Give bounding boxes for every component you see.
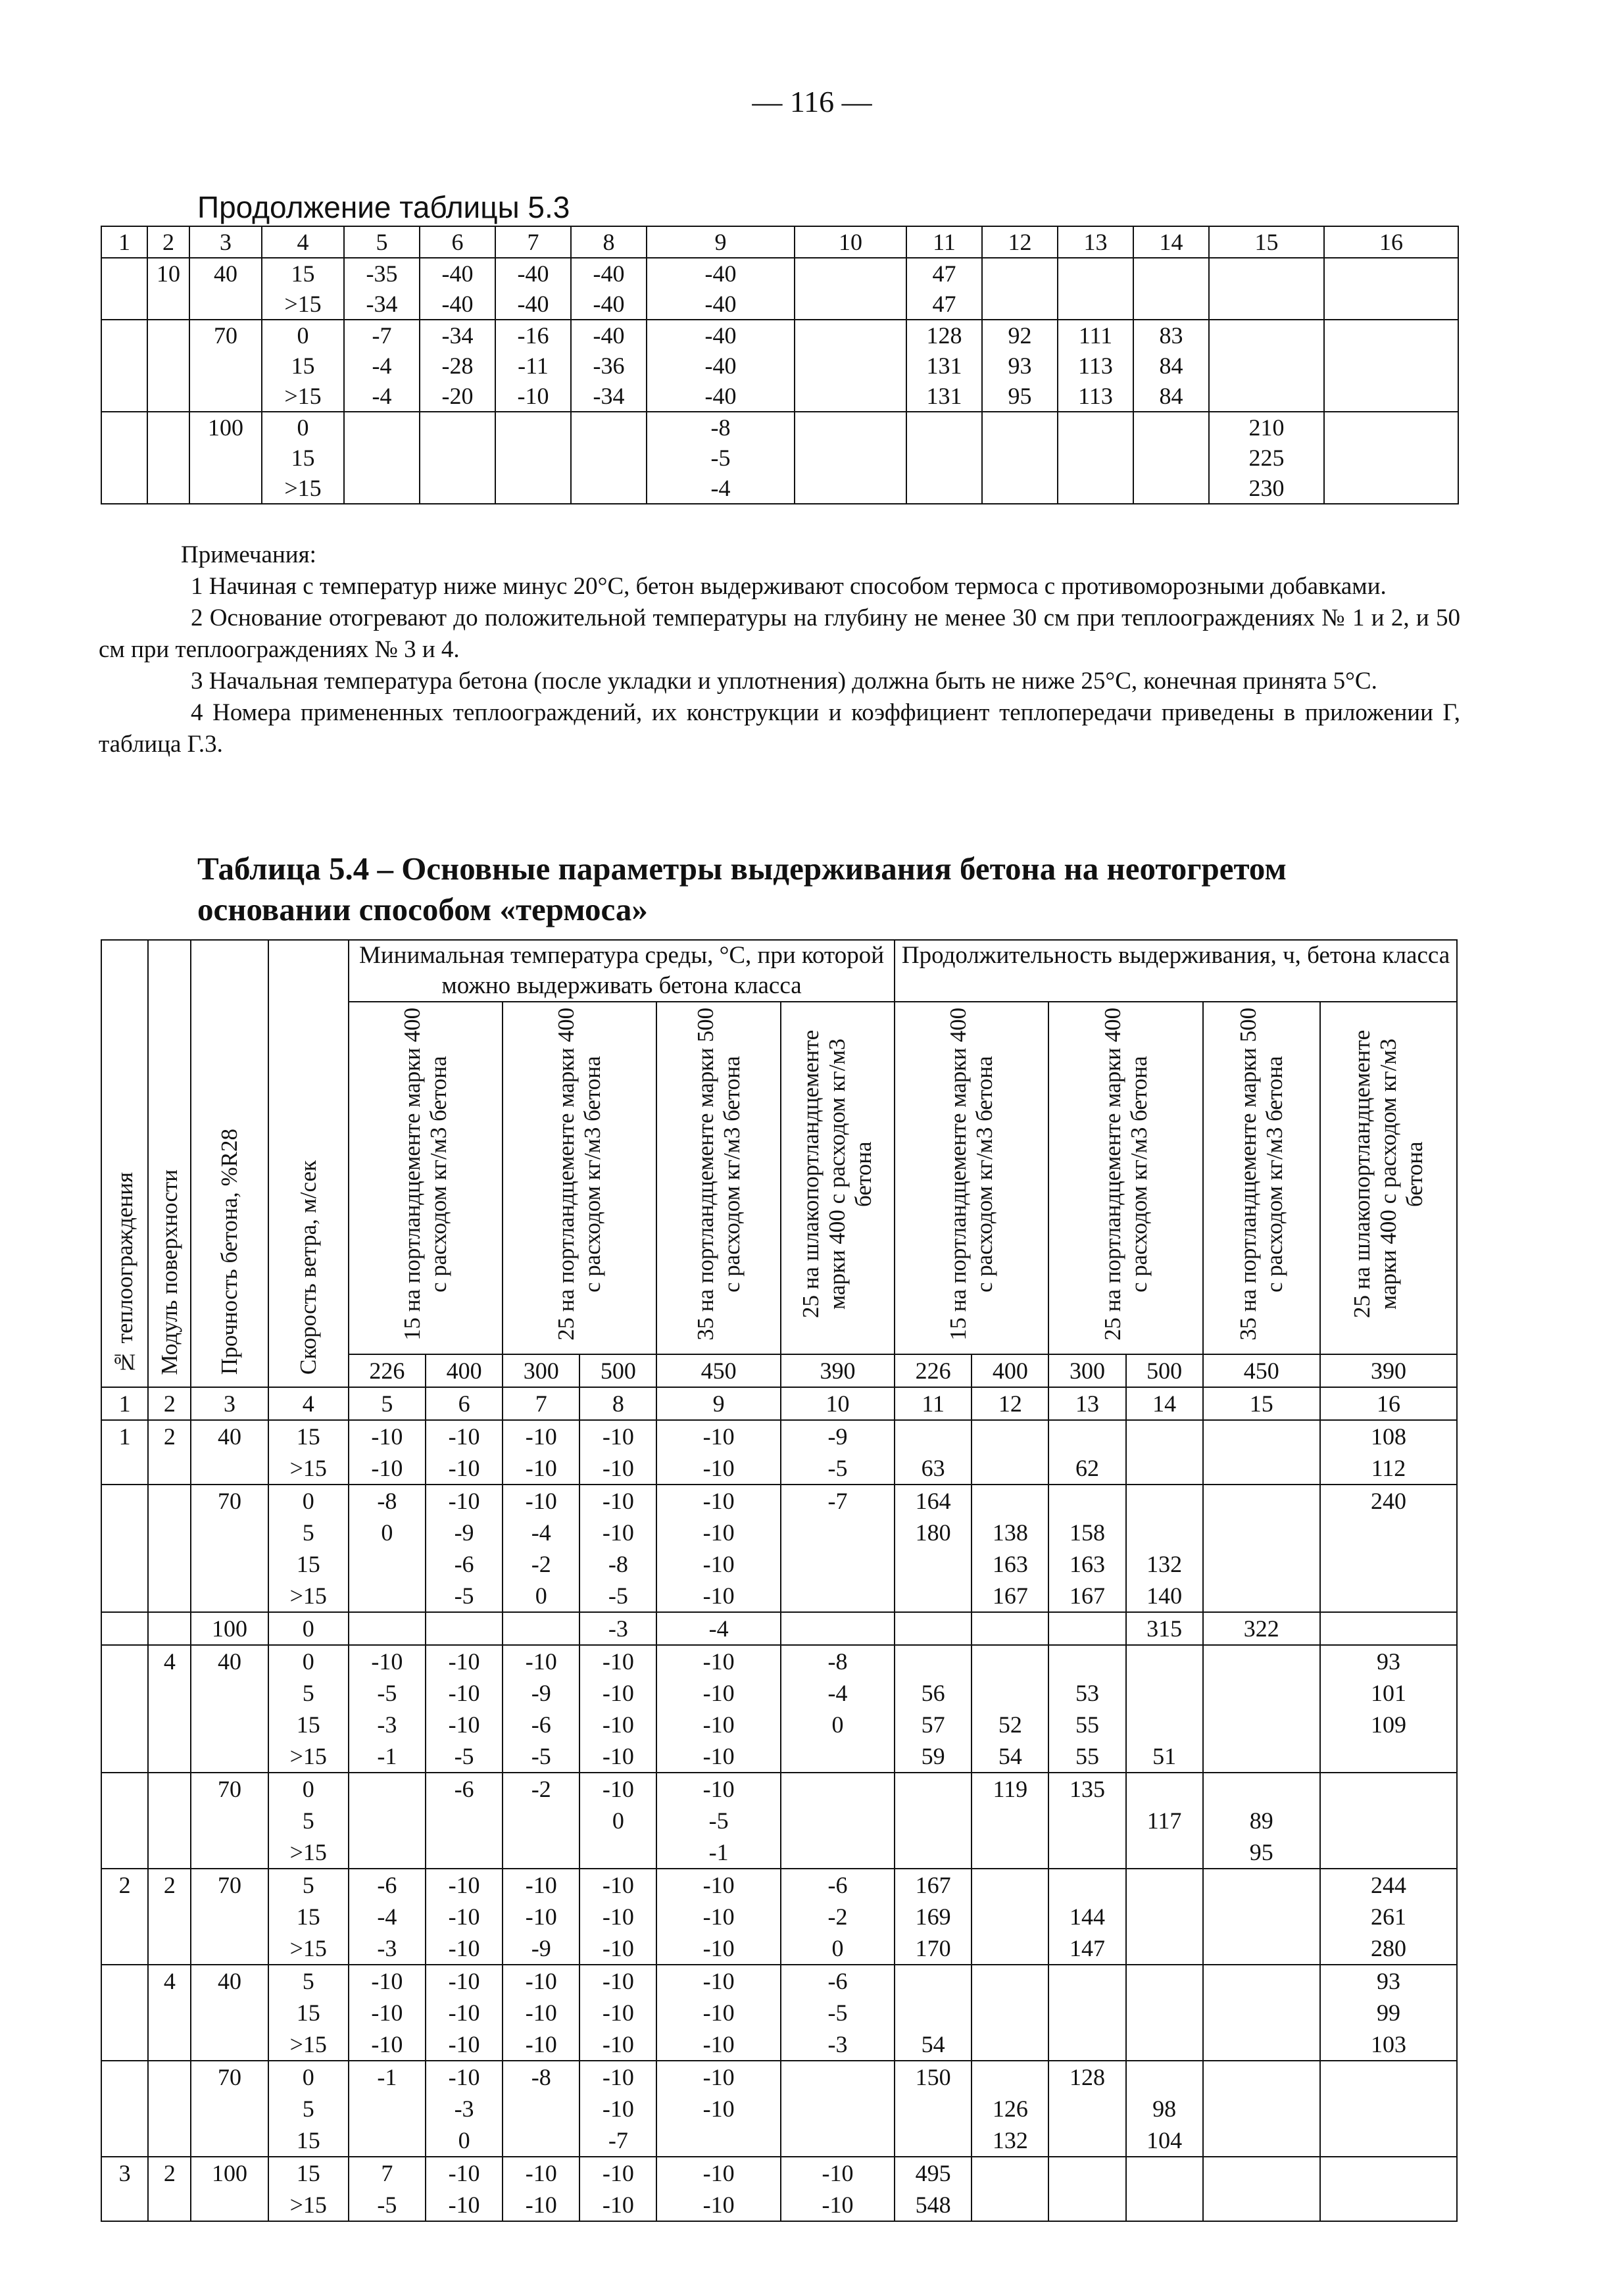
table-cell: 390 — [781, 1354, 895, 1387]
table-cell: -40 -40 — [571, 258, 647, 320]
table-cell — [101, 412, 147, 504]
table-cell: 135 — [1048, 1773, 1125, 1869]
table-cell — [1209, 320, 1324, 412]
table-cell — [1058, 412, 1133, 504]
table-cell — [982, 258, 1058, 320]
table-cell: 15 >15 — [268, 1420, 349, 1485]
table-cell — [972, 1965, 1048, 2061]
table-cell — [795, 320, 906, 412]
table-cell: 450 — [1203, 1354, 1320, 1387]
table-cell: 5 15 >15 — [268, 1869, 349, 1965]
table-cell: -6 -5 -3 — [781, 1965, 895, 2061]
table-cell: 1 — [101, 1387, 148, 1420]
note-item: 3 Начальная температура бетона (после укладки и уплотнения) должна быть не ниже 25°С, конечная принята 5°С. — [191, 668, 1377, 695]
table-cell: 10 — [781, 1387, 895, 1420]
table-cell — [148, 1485, 191, 1612]
table-cell: 2 — [148, 1387, 191, 1420]
table-cell: 7 — [495, 226, 571, 258]
table-cell — [1320, 2157, 1457, 2221]
table-cell: -4 — [656, 1612, 780, 1645]
table-cell — [972, 1420, 1048, 1485]
table-cell: 40 — [189, 258, 262, 320]
header-cell: 35 на портландцементе марки 500 с расходом кг/м3 бетона — [656, 1002, 780, 1354]
table-cell: -10 -10 -10 — [503, 1965, 579, 2061]
table-cell — [1203, 1869, 1320, 1965]
table-cell — [982, 412, 1058, 504]
table-cell: 128 — [1048, 2061, 1125, 2157]
table-cell — [147, 320, 189, 412]
header-cell: 25 на шлакопортландцементе марки 400 с расходом кг/м3 бетона — [1320, 1002, 1457, 1354]
table-cell — [349, 1773, 426, 1869]
table-cell: 0 5 15 >15 — [268, 1485, 349, 1612]
table-cell: 14 — [1126, 1387, 1203, 1420]
table-cell — [1320, 2061, 1457, 2157]
table-cell — [101, 320, 147, 412]
table-5-4 — [101, 939, 1458, 2222]
table-cell — [781, 1612, 895, 1645]
table-cell: -10 -10 -7 — [579, 2061, 656, 2157]
table-cell: 40 — [191, 1645, 268, 1773]
table-cell: 100 — [191, 1612, 268, 1645]
table-cell: -10 -9 -6 -5 — [503, 1645, 579, 1773]
table-cell: 3 — [191, 1387, 268, 1420]
table-cell: 16 — [1320, 1387, 1457, 1420]
table-cell — [1209, 258, 1324, 320]
table-cell: -10 -5 -1 — [656, 1773, 780, 1869]
table-cell: 15 — [1209, 226, 1324, 258]
table-cell: 8 — [571, 226, 647, 258]
table-cell: -40 -40 — [647, 258, 795, 320]
table-cell: -10 -10 -10 — [656, 1869, 780, 1965]
table-cell — [495, 412, 571, 504]
table-cell — [1126, 1965, 1203, 2061]
table-cell: 62 — [1048, 1420, 1125, 1485]
table-cell — [1048, 1612, 1125, 1645]
table-cell: 54 — [895, 1965, 972, 2061]
table-cell — [1133, 258, 1209, 320]
table-cell: 0 5 15 >15 — [268, 1645, 349, 1773]
table-cell: 4 — [268, 1387, 349, 1420]
table-cell: -10 -10 — [781, 2157, 895, 2221]
table-cell: 0 15 >15 — [262, 412, 344, 504]
table-cell: 5 — [349, 1387, 426, 1420]
table-cell: -40 -40 — [420, 258, 495, 320]
table-cell: -10 -10 — [426, 1420, 503, 1485]
table-cell — [503, 1612, 579, 1645]
table-cell: 111 113 113 — [1058, 320, 1133, 412]
table-cell: 92 93 95 — [982, 320, 1058, 412]
table-cell — [895, 1773, 972, 1869]
table-cell — [1203, 1485, 1320, 1612]
table-cell — [1203, 1645, 1320, 1773]
table-cell: -10 -10 -10 — [426, 1869, 503, 1965]
table-cell: -10 -10 — [426, 2157, 503, 2221]
table-cell: -10 -10 -10 — [656, 1965, 780, 2061]
header-group-cell: Минимальная температура среды, °С, при которой можно выдерживать бетона класса — [349, 940, 895, 1002]
table-cell — [101, 1612, 148, 1645]
table-cell — [895, 1612, 972, 1645]
table-cell: 128 131 131 — [906, 320, 982, 412]
table-cell: -10 -10 -10 -10 — [656, 1485, 780, 1612]
table-cell: 108 112 — [1320, 1420, 1457, 1485]
table-cell: 4 — [148, 1965, 191, 2061]
header-cell: Модуль поверхности — [148, 940, 191, 1387]
table-cell: -6 -2 0 — [781, 1869, 895, 1965]
table-cell: 500 — [579, 1354, 656, 1387]
table-cell: 15 — [1203, 1387, 1320, 1420]
table-cell: 70 — [189, 320, 262, 412]
table-cell: 2 — [101, 1869, 148, 1965]
table-cell — [148, 1612, 191, 1645]
note-item: 2 Основание отогревают до положительной температуры на глубину не менее 30 см при теплоограждениях № 1 и 2, и 50 см при теплоограждениях № 3 и 4. — [99, 604, 1460, 663]
header-cell: № теплоограждения — [101, 940, 148, 1387]
table-cell — [148, 2061, 191, 2157]
table-cell: 167 169 170 — [895, 1869, 972, 1965]
table-row — [101, 1773, 1457, 1869]
table-cell: -40 -36 -34 — [571, 320, 647, 412]
table-cell — [781, 1773, 895, 1869]
table-cell: 93 101 109 — [1320, 1645, 1457, 1773]
table-cell: -8 -5 -4 — [647, 412, 795, 504]
table-cell: 98 104 — [1126, 2061, 1203, 2157]
table-cell: 40 — [191, 1965, 268, 2061]
table-row — [101, 1645, 1457, 1773]
table-cell: 138 163 167 — [972, 1485, 1048, 1612]
table-cell: -35 -34 — [344, 258, 420, 320]
table-cell: -6 -4 -3 — [349, 1869, 426, 1965]
table-cell — [101, 258, 147, 320]
table-cell — [1320, 1773, 1457, 1869]
table-cell: -10 -5 -3 -1 — [349, 1645, 426, 1773]
table-cell: 315 — [1126, 1612, 1203, 1645]
table-cell: -10 -10 -10 — [426, 1965, 503, 2061]
table-row — [101, 1965, 1457, 2061]
table-cell — [1126, 2157, 1203, 2221]
table-cell: -10 -10 -10 — [579, 1965, 656, 2061]
table-cell — [420, 412, 495, 504]
table-cell: 5 — [344, 226, 420, 258]
table-cell: 117 — [1126, 1773, 1203, 1869]
table-cell — [1048, 1965, 1125, 2061]
table-row — [101, 320, 1458, 412]
table-cell: 12 — [982, 226, 1058, 258]
table-cell: -16 -11 -10 — [495, 320, 571, 412]
table-cell: -10 -10 — [656, 1420, 780, 1485]
table-cell: 450 — [656, 1354, 780, 1387]
notes-heading: Примечания: — [181, 541, 316, 568]
table-cell: 10 — [795, 226, 906, 258]
table-cell: 83 84 84 — [1133, 320, 1209, 412]
table-cell: -10 -10 -10 — [579, 1869, 656, 1965]
table-cell: 322 — [1203, 1612, 1320, 1645]
table-cell: 89 95 — [1203, 1773, 1320, 1869]
table-cell: 6 — [420, 226, 495, 258]
table-cell — [1126, 1420, 1203, 1485]
table-cell: 47 47 — [906, 258, 982, 320]
table-cell — [1203, 1965, 1320, 2061]
table-cell — [1203, 1420, 1320, 1485]
table-cell: 11 — [895, 1387, 972, 1420]
table-cell: 158 163 167 — [1048, 1485, 1125, 1612]
table-cell: 164 180 — [895, 1485, 972, 1612]
header-cell: 25 на шлакопортландцементе марки 400 с расходом кг/м3 бетона — [781, 1002, 895, 1354]
table-cell: 9 — [647, 226, 795, 258]
table-cell: 2 — [148, 2157, 191, 2221]
table-header-group-row — [101, 940, 1457, 1002]
table-cell: 119 — [972, 1773, 1048, 1869]
table-cell: 2 — [147, 226, 189, 258]
table-cell: -8 — [503, 2061, 579, 2157]
table-cell: 70 — [191, 1869, 268, 1965]
table-cell: 226 — [895, 1354, 972, 1387]
table-cell: 132 140 — [1126, 1485, 1203, 1612]
table-cell — [906, 412, 982, 504]
table-cell: 126 132 — [972, 2061, 1048, 2157]
table-cell: -10 -10 — [349, 1420, 426, 1485]
table-cell: -10 -10 -10 -10 — [579, 1645, 656, 1773]
table-cell — [344, 412, 420, 504]
table-cell: -10 -10 — [503, 1420, 579, 1485]
table-cell — [972, 1612, 1048, 1645]
header-cell: 25 на портландцементе марки 400 с расходом кг/м3 бетона — [503, 1002, 656, 1354]
table-cell: 0 15 >15 — [262, 320, 344, 412]
table-cell: -1 — [349, 2061, 426, 2157]
table-cell: 300 — [1048, 1354, 1125, 1387]
table-cell: 3 — [189, 226, 262, 258]
table-cell — [1324, 412, 1458, 504]
table-cell: -10 -10 -10 -10 — [656, 1645, 780, 1773]
table-cell: 9 — [656, 1387, 780, 1420]
table-cell: 0 5 >15 — [268, 1773, 349, 1869]
table-cell: 100 — [189, 412, 262, 504]
header-cell: Прочность бетона, %R28 — [191, 940, 268, 1387]
table-cell: -10 -10 — [503, 2157, 579, 2221]
table-cell: 226 — [349, 1354, 426, 1387]
table-cell — [101, 1773, 148, 1869]
table-cell: 300 — [503, 1354, 579, 1387]
table-row — [101, 258, 1458, 320]
table-cell — [101, 1645, 148, 1773]
table-cell: -10 0 — [579, 1773, 656, 1869]
header-cell: 35 на портландцементе марки 500 с расходом кг/м3 бетона — [1203, 1002, 1320, 1354]
table-5-3-continuation-title: Продолжение таблицы 5.3 — [197, 190, 570, 224]
table-row — [101, 2061, 1457, 2157]
table-row — [101, 412, 1458, 504]
table-cell — [349, 1612, 426, 1645]
table-cell — [1203, 2061, 1320, 2157]
table-cell: -3 — [579, 1612, 656, 1645]
table-cell — [571, 412, 647, 504]
table-cell — [1203, 2157, 1320, 2221]
table-cell: -10 -9 -6 -5 — [426, 1485, 503, 1612]
table-cell: 495 548 — [895, 2157, 972, 2221]
table-cell: 3 — [101, 2157, 148, 2221]
table-cell: 93 99 103 — [1320, 1965, 1457, 2061]
table-cell: 1 — [101, 226, 147, 258]
table-cell: 0 5 15 — [268, 2061, 349, 2157]
table-cell: 40 — [191, 1420, 268, 1485]
table-cell: 400 — [972, 1354, 1048, 1387]
table-cell — [1058, 258, 1133, 320]
table-cell: -7 — [781, 1485, 895, 1612]
table-cell: 100 — [191, 2157, 268, 2221]
table-cell: -10 -10 — [656, 2157, 780, 2221]
table-cell — [795, 412, 906, 504]
table-cell: -6 — [426, 1773, 503, 1869]
table-header-row — [101, 226, 1458, 258]
table-cell — [1126, 1869, 1203, 1965]
table-cell: -40 -40 -40 — [647, 320, 795, 412]
table-cell: 240 — [1320, 1485, 1457, 1612]
table-cell: -10 -10 -10 — [349, 1965, 426, 2061]
table-row — [101, 1420, 1457, 1485]
table-cell: -8 -4 0 — [781, 1645, 895, 1773]
header-cell: Скорость ветра, м/сек — [268, 940, 349, 1387]
table-cell — [101, 2061, 148, 2157]
table-cell: 52 54 — [972, 1645, 1048, 1773]
table-cell: -8 0 — [349, 1485, 426, 1612]
table-cell: 4 — [262, 226, 344, 258]
table-cell: -10 -10 — [579, 2157, 656, 2221]
table-cell — [972, 2157, 1048, 2221]
table-cell — [426, 1612, 503, 1645]
header-group-cell: Продолжительность выдерживания, ч, бетона класса — [895, 940, 1457, 1002]
table-cell — [147, 412, 189, 504]
table-cell: 5 15 >15 — [268, 1965, 349, 2061]
table-cell: 0 — [268, 1612, 349, 1645]
table-cell: 70 — [191, 2061, 268, 2157]
table-row — [101, 1485, 1457, 1612]
table-cell — [1324, 320, 1458, 412]
table-cell — [148, 1773, 191, 1869]
header-cell: 15 на портландцементе марки 400 с расходом кг/м3 бетона — [349, 1002, 503, 1354]
table-cell: 500 — [1126, 1354, 1203, 1387]
table-cell: -10 -10 -9 — [503, 1869, 579, 1965]
header-cell: 25 на портландцементе марки 400 с расходом кг/м3 бетона — [1048, 1002, 1202, 1354]
table-cell: 150 — [895, 2061, 972, 2157]
page-number: — 116 — — [752, 85, 872, 118]
header-cell: 15 на портландцементе марки 400 с расходом кг/м3 бетона — [895, 1002, 1048, 1354]
table-cell — [795, 258, 906, 320]
table-cell: 244 261 280 — [1320, 1869, 1457, 1965]
table-cell — [1048, 2157, 1125, 2221]
table-row — [101, 1869, 1457, 1965]
table-cell: 70 — [191, 1773, 268, 1869]
table-cell: 13 — [1048, 1387, 1125, 1420]
table-cell: 12 — [972, 1387, 1048, 1420]
table-cell: -40 -40 — [495, 258, 571, 320]
table-cell: 7 -5 — [349, 2157, 426, 2221]
table-cell: 8 — [579, 1387, 656, 1420]
table-cell: 56 57 59 — [895, 1645, 972, 1773]
table-cell: 11 — [906, 226, 982, 258]
table-cell: 144 147 — [1048, 1869, 1125, 1965]
table-cell: -2 — [503, 1773, 579, 1869]
table-cell: 400 — [426, 1354, 503, 1387]
table-cell — [781, 2061, 895, 2157]
table-cell: 6 — [426, 1387, 503, 1420]
table-cell: 53 55 55 — [1048, 1645, 1125, 1773]
table-cell: -10 -10 — [579, 1420, 656, 1485]
table-cell: 4 — [148, 1645, 191, 1773]
table-cell — [1320, 1612, 1457, 1645]
table-cell: 2 — [148, 1420, 191, 1485]
table-row — [101, 1612, 1457, 1645]
table-cell: 1 — [101, 1420, 148, 1485]
table-5-3 — [101, 226, 1459, 504]
table-cell: -10 -10 -10 -5 — [426, 1645, 503, 1773]
table-cell: 390 — [1320, 1354, 1457, 1387]
table-cell: -7 -4 -4 — [344, 320, 420, 412]
table-row — [101, 2157, 1457, 2221]
table-cell: 70 — [191, 1485, 268, 1612]
table-5-4-title: Таблица 5.4 – Основные параметры выдерживания бетона на неотогретом основании способом «термоса» — [197, 850, 1287, 927]
table-cell: 210 225 230 — [1209, 412, 1324, 504]
table-cell: 7 — [503, 1387, 579, 1420]
notes-block — [99, 539, 1460, 760]
table-cell: -34 -28 -20 — [420, 320, 495, 412]
table-cell: 14 — [1133, 226, 1209, 258]
table-header-number-row — [101, 1387, 1457, 1420]
table-cell: 15 >15 — [262, 258, 344, 320]
table-cell — [1133, 412, 1209, 504]
table-cell — [101, 1965, 148, 2061]
table-cell: -10 -4 -2 0 — [503, 1485, 579, 1612]
table-cell: -10 -10 -8 -5 — [579, 1485, 656, 1612]
table-cell: -9 -5 — [781, 1420, 895, 1485]
table-cell: 63 — [895, 1420, 972, 1485]
table-cell: -10 -3 0 — [426, 2061, 503, 2157]
table-cell: -10 -10 — [656, 2061, 780, 2157]
table-cell: 13 — [1058, 226, 1133, 258]
table-cell — [101, 1485, 148, 1612]
table-cell: 51 — [1126, 1645, 1203, 1773]
table-cell: 16 — [1324, 226, 1458, 258]
note-item: 4 Номера примененных теплоограждений, их конструкции и коэффициент теплопередачи приведены в приложении Г, таблица Г.3. — [99, 699, 1460, 758]
table-cell: 15 >15 — [268, 2157, 349, 2221]
table-cell — [972, 1869, 1048, 1965]
table-cell: 10 — [147, 258, 189, 320]
note-item: 1 Начиная с температур ниже минус 20°С, бетон выдерживают способом термоса с противоморозными добавками. — [191, 573, 1387, 600]
table-cell: 2 — [148, 1869, 191, 1965]
table-cell — [1324, 258, 1458, 320]
